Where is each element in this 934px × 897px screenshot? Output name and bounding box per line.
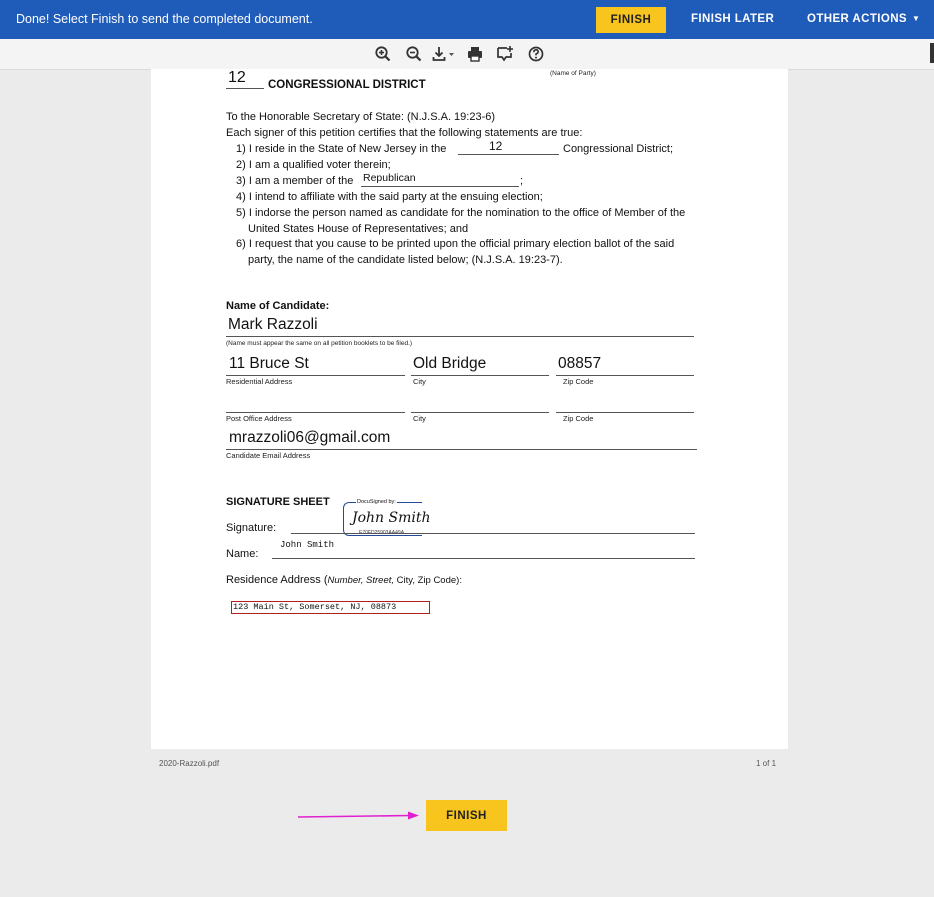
zip-line: [556, 375, 694, 376]
completion-message: Done! Select Finish to send the completed document.: [16, 12, 313, 26]
signature-id: E70FD25903AA49A...: [359, 530, 409, 536]
city-label: City: [413, 377, 426, 386]
zip-value: 08857: [558, 355, 602, 372]
help-icon[interactable]: [527, 45, 545, 63]
district-number-underline: [226, 88, 264, 89]
other-actions-label: OTHER ACTIONS: [807, 13, 907, 25]
po-city-label: City: [413, 414, 426, 423]
sidebar-toggle-handle[interactable]: [930, 43, 934, 63]
statement-1: 1) I reside in the State of New Jersey in the: [236, 143, 447, 155]
zip-label: Zip Code: [563, 377, 594, 386]
statement-3-party-value: Republican: [363, 172, 416, 184]
caret-down-icon: ▼: [911, 14, 921, 23]
other-actions-button[interactable]: [807, 13, 920, 25]
statement-6-line-2: party, the name of the candidate listed below; (N.J.S.A. 19:23-7).: [248, 254, 563, 266]
candidate-heading: Name of Candidate:: [226, 300, 330, 312]
intro-text: Each signer of this petition certifies that the following statements are true:: [226, 127, 583, 139]
residence-address-field[interactable]: 123 Main St, Somerset, NJ, 08873: [231, 601, 430, 614]
document-filename: 2020-Razzoli.pdf: [159, 759, 220, 768]
po-address-label: Post Office Address: [226, 414, 292, 423]
city-value: Old Bridge: [413, 355, 487, 372]
candidate-name-value: Mark Razzoli: [228, 316, 318, 333]
download-icon[interactable]: [432, 45, 456, 63]
statement-5-line-1: 5) I indorse the person named as candidate for the nomination to the office of Member of the: [236, 207, 686, 219]
residential-address-value: 11 Bruce St: [229, 355, 309, 372]
name-line: [272, 558, 695, 559]
print-icon[interactable]: [466, 45, 484, 63]
name-of-party-label: (Name of Party): [550, 70, 596, 77]
district-heading: CONGRESSIONAL DISTRICT: [268, 79, 426, 91]
party-field-underline: [361, 186, 519, 187]
statement-1-suffix: Congressional District;: [563, 143, 674, 155]
email-value: mrazzoli06@gmail.com: [229, 429, 391, 446]
finish-later-button[interactable]: FINISH LATER: [691, 13, 775, 25]
zoom-out-icon[interactable]: [405, 45, 423, 63]
statement-1-district-value: 12: [489, 139, 503, 153]
statement-2: 2) I am a qualified voter therein;: [236, 159, 391, 171]
signature-script: John Smith: [352, 510, 431, 526]
district-number: 12: [228, 69, 246, 86]
po-city-line: [411, 412, 549, 413]
po-address-line: [226, 412, 405, 413]
residence-address-label: [226, 574, 462, 586]
statement-3-suffix: ;: [520, 175, 524, 187]
top-action-bar: [0, 0, 934, 39]
signature-label: Signature:: [226, 522, 277, 534]
statement-5-line-2: United States House of Representatives; and: [248, 223, 469, 235]
zoom-in-icon[interactable]: [374, 45, 392, 63]
candidate-name-line: [226, 336, 694, 337]
district-field-underline: [458, 154, 559, 155]
pointer-arrow-icon: [298, 810, 420, 822]
candidate-name-note: (Name must appear the same on all petition booklets to be filed.): [226, 340, 413, 347]
residence-label-italic: Number, Street,: [327, 575, 395, 586]
name-label: Name:: [226, 548, 259, 560]
finish-bottom-button[interactable]: FINISH: [426, 800, 507, 831]
email-label: Candidate Email Address: [226, 451, 311, 460]
finish-button[interactable]: FINISH: [596, 7, 666, 33]
residential-address-label: Residential Address: [226, 377, 293, 386]
signature-line: [291, 533, 695, 534]
po-zip-label: Zip Code: [563, 414, 594, 423]
signer-name-value: John Smith: [280, 540, 335, 550]
signature-sheet-heading: SIGNATURE SHEET: [226, 496, 330, 508]
statement-3: 3) I am a member of the: [236, 175, 354, 187]
document-toolbar: [0, 39, 934, 70]
add-comment-icon[interactable]: [496, 45, 514, 63]
po-zip-line: [556, 412, 694, 413]
email-line: [226, 449, 697, 450]
residential-address-line: [226, 375, 405, 376]
statement-6-line-1: 6) I request that you cause to be printed upon the official primary election ballot of the said: [236, 238, 675, 250]
salutation: To the Honorable Secretary of State: (N.J.S.A. 19:23-6): [226, 111, 496, 123]
document-page: [151, 69, 788, 749]
docusigned-by-label: DocuSigned by:: [357, 499, 396, 505]
page-count: 1 of 1: [756, 759, 777, 768]
city-line: [411, 375, 549, 376]
residence-label-post: City, Zip Code):: [394, 575, 462, 586]
residence-label-pre: Residence Address (: [226, 574, 328, 586]
statement-4: 4) I intend to affiliate with the said party at the ensuing election;: [236, 191, 543, 203]
